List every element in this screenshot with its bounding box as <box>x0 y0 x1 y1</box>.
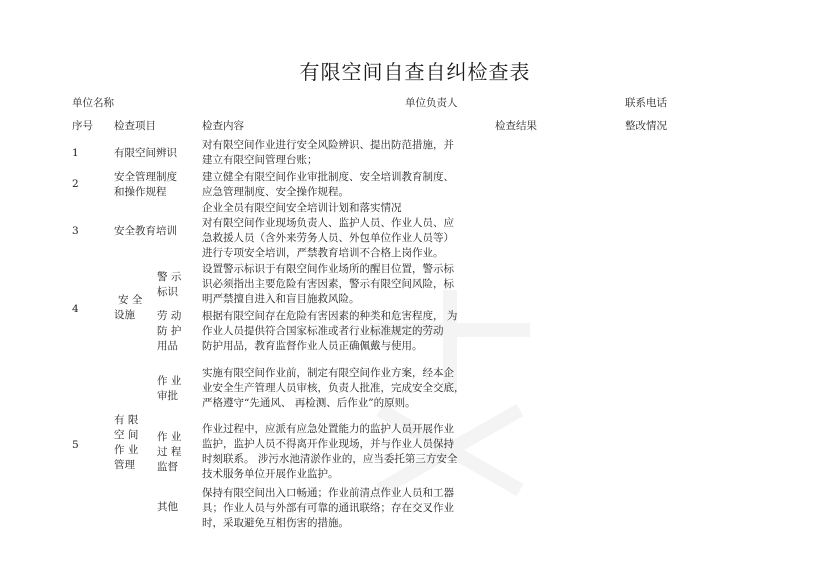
content-line: 识必须指出主要危险有害因素，警示有限空间风险，标 <box>202 278 454 290</box>
content-line: 建立有限空间管理台账； <box>202 154 318 166</box>
header-result: 检查结果 <box>495 120 537 132</box>
page-title: 有限空间自查自纠检查表 <box>299 60 531 84</box>
label-line: 警 示 <box>157 271 182 283</box>
content-line: 实施有限空间作业前，制定有限空间作业方案，经本企 <box>202 367 454 379</box>
label-line: 防 护 <box>157 325 182 337</box>
row-5-sub3-label: 其他 <box>157 501 178 513</box>
content-line: 设置警示标识于有限空间作业场所的醒目位置，警示标 <box>202 263 454 275</box>
row-2-item <box>114 170 177 200</box>
row-5-sub1-label <box>157 374 181 404</box>
content-line: 明严禁擅自进入和盲目施救风险。 <box>202 293 360 305</box>
label-line: 作 业 <box>157 431 182 443</box>
row-5-sub3-content <box>202 486 454 531</box>
item-line: 管理 <box>114 459 135 471</box>
content-line: 企业全员有限空间安全培训计划和落实情况 <box>202 202 402 214</box>
content-line: 根据有限空间存在危险有害因素的种类和危害程度， 为 <box>202 310 458 322</box>
row-4-no: 4 <box>72 303 79 315</box>
contact-phone-label: 联系电话 <box>625 97 667 109</box>
item-line: 设施 <box>114 309 135 321</box>
content-line: 保持有限空间出入口畅通；作业前清点作业人员和工器 <box>202 487 454 499</box>
content-line: 时，采取避免互相伤害的措施。 <box>202 517 349 529</box>
row-4-item <box>114 293 150 323</box>
row-5-no: 5 <box>72 439 79 451</box>
content-line: 防护用品，教育监督作业人员正确佩戴与使用。 <box>202 340 423 352</box>
row-1-no: 1 <box>72 147 79 159</box>
row-2-content <box>202 170 454 200</box>
item-line: 空 间 <box>114 429 139 441</box>
content-line: 技术服务单位开展作业监护。 <box>202 468 339 480</box>
item-line: 安 全 <box>118 294 143 306</box>
row-4-sub2-content <box>202 309 457 354</box>
content-line: 监护，监护人员不得离开作业现场，并与作业人员保持 <box>202 438 454 450</box>
item-line: 有 限 <box>114 414 139 426</box>
content-line: 作业人员提供符合国家标准或者行业标准规定的劳动 <box>202 325 444 337</box>
label-line: 审批 <box>157 390 178 402</box>
item-line: 作 业 <box>114 444 139 456</box>
header-no: 序号 <box>72 120 93 132</box>
row-4-sub1-content <box>202 262 454 307</box>
row-3-item: 安全教育培训 <box>114 225 177 237</box>
unit-leader-label: 单位负责人 <box>405 97 458 109</box>
content-line: 业安全生产管理人员审核，负责人批准，完成安全交底， <box>202 382 465 394</box>
content-line: 对有限空间作业进行安全风险辨识、提出防范措施，并 <box>202 139 454 151</box>
content-line: 应急管理制度、安全操作规程。 <box>202 186 349 198</box>
header-content: 检查内容 <box>202 120 244 132</box>
content-line: 进行专项安全培训，严禁教育培训不合格上岗作业。 <box>202 247 444 259</box>
label-line: 过 程 <box>157 446 182 458</box>
label-line: 作 业 <box>157 375 182 387</box>
item-line: 和操作规程 <box>114 186 167 198</box>
row-4-sub1-label <box>157 270 181 300</box>
row-3-no: 3 <box>72 225 79 237</box>
row-5-item <box>114 413 138 473</box>
label-line: 劳 动 <box>157 310 182 322</box>
label-line: 用品 <box>157 340 178 352</box>
row-4-sub2-label <box>157 309 181 354</box>
row-5-sub2-label <box>157 430 181 475</box>
content-line: 时刻联系。 涉污水池清淤作业的，应当委托第三方安全 <box>202 453 458 465</box>
label-line: 标识 <box>157 286 178 298</box>
header-item: 检查项目 <box>114 120 156 132</box>
row-5-sub1-content <box>202 366 465 411</box>
content-line: 急救援人员（含外来劳务人员、外包单位作业人员等） <box>202 232 454 244</box>
item-line: 安全管理制度 <box>114 171 177 183</box>
content-line: 严格遵守“先通风、 再检测、后作业”的原则。 <box>202 397 416 409</box>
header-rectify: 整改情况 <box>625 120 667 132</box>
row-1-content <box>202 138 454 168</box>
label-line: 监督 <box>157 461 178 473</box>
unit-name-label: 单位名称 <box>72 97 114 109</box>
content-line: 对有限空间作业现场负责人、监护人员、作业人员、应 <box>202 217 454 229</box>
content-line: 建立健全有限空间作业审批制度、安全培训教育制度、 <box>202 171 454 183</box>
content-line: 作业过程中，应派有应急处置能力的监护人员开展作业 <box>202 423 454 435</box>
row-1-item: 有限空间辨识 <box>114 147 177 159</box>
row-3-content <box>202 201 454 261</box>
content-line: 具；作业人员与外部有可靠的通讯联络；存在交叉作业 <box>202 502 454 514</box>
row-5-sub2-content <box>202 422 457 482</box>
row-2-no: 2 <box>72 178 79 190</box>
